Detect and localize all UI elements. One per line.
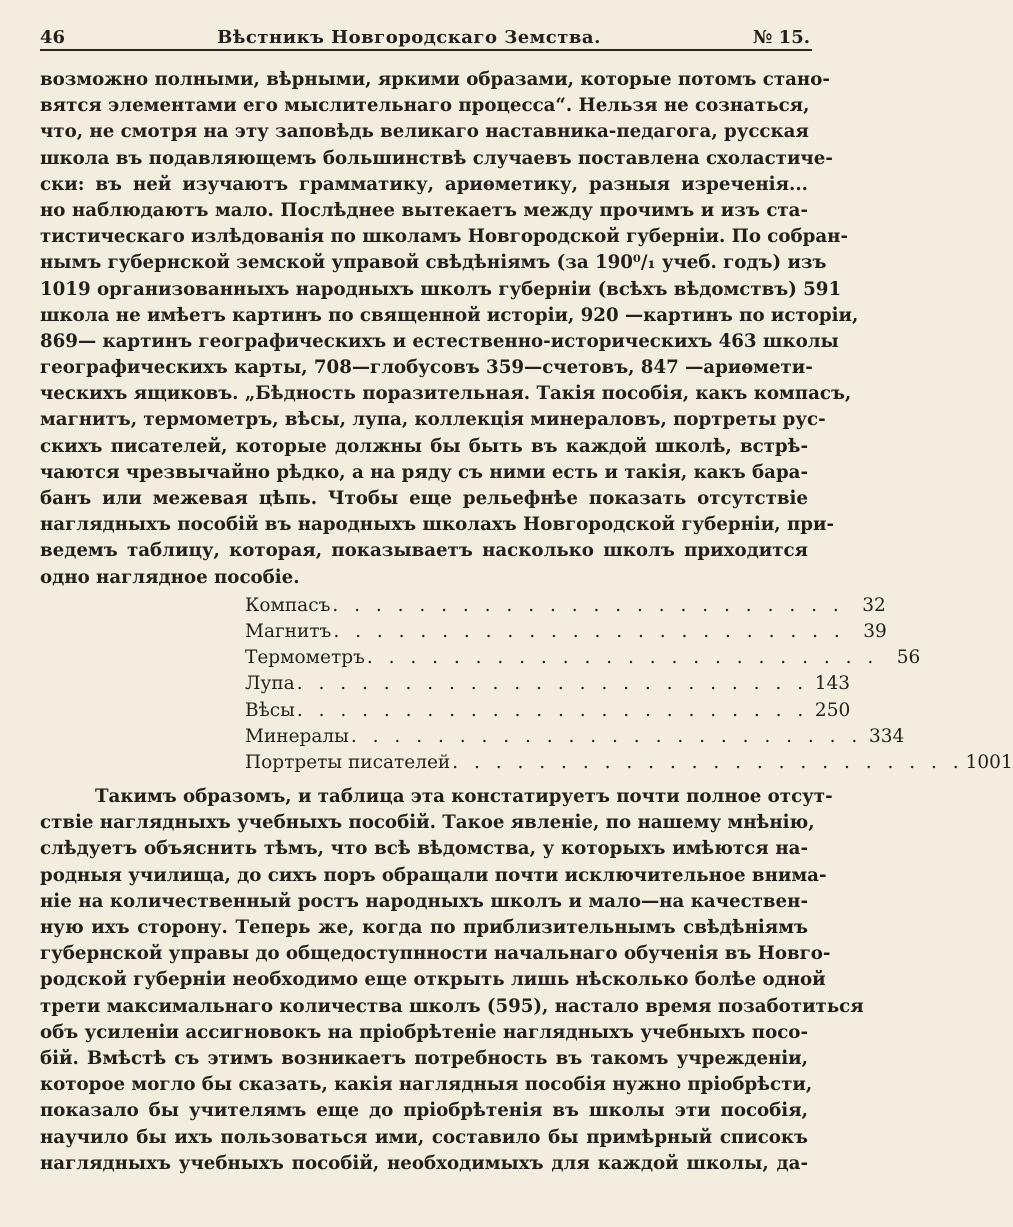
issue-number: № 15. xyxy=(752,27,810,48)
text-line: показало бы учителямъ еще до пріобрѣтенія въ школы эти пособія, xyxy=(40,1100,808,1122)
aid-name: Термометръ xyxy=(245,647,365,669)
aid-value: 56 xyxy=(896,647,921,669)
table-row xyxy=(245,593,886,619)
text-line: что, не смотря на эту заповѣдь великаго наставника-педагога, русская xyxy=(40,121,809,143)
table-row xyxy=(245,645,921,671)
leader-dots: . . . . . . . . . . . . . . . . . . . . . . . . xyxy=(333,620,845,642)
aid-value: 1001 xyxy=(965,751,1013,773)
page-body xyxy=(40,67,1013,1177)
aid-value: 39 xyxy=(863,620,887,642)
text-line: тистическаго излѣдованія по школамъ Новгородской губерніи. По собран- xyxy=(40,226,849,248)
paragraph-2 xyxy=(40,784,864,1177)
aid-name: Минералы xyxy=(245,725,349,747)
text-line: наглядныхъ учебныхъ пособій, необходимыхъ для каждой школы, да- xyxy=(40,1152,808,1174)
aids-table xyxy=(245,591,1013,784)
text-line: Такимъ образомъ, и таблица эта констатируетъ почти полное отсут- xyxy=(95,786,833,808)
text-line: 1019 организованныхъ народныхъ школъ губерніи (всѣхъ вѣдомствъ) 591 xyxy=(40,278,842,300)
text-line: губернской управы до общедоступнности начальнаго обученія въ Новго- xyxy=(40,943,831,965)
text-line: но наблюдаютъ мало. Послѣднее вытекаетъ между прочимъ и изъ ста- xyxy=(40,199,808,221)
text-line: которое могло бы сказать, какія наглядныя пособія нужно пріобрѣсти, xyxy=(40,1074,813,1096)
aid-value: 334 xyxy=(868,725,905,747)
text-line: ствіе наглядныхъ учебныхъ пособій. Такое явленіе, по нашему мнѣнію, xyxy=(40,812,815,834)
text-line: родской губерніи необходимо еще открыть лишь нѣсколько болѣе одной xyxy=(40,969,826,991)
text-line: скихъ писателей, которые должны бы быть въ каждой школѣ, встрѣ- xyxy=(40,435,808,457)
page-number: 46 xyxy=(40,27,66,48)
table-row xyxy=(245,671,851,697)
leader-dots: . . . . . . . . . . . . . . . . . . . . . . . . xyxy=(350,725,863,747)
text-line: чаются чрезвычайно рѣдко, а на ряду съ ними есть и такія, какъ бара- xyxy=(40,461,808,483)
aid-name: Вѣсы xyxy=(245,699,295,721)
text-line: одно наглядное пособіе. xyxy=(40,566,300,588)
table-row xyxy=(245,698,851,724)
table-row xyxy=(245,750,1013,776)
leader-dots: . . . . . . . . . . . . . . . . . . . . . . . . xyxy=(296,673,809,695)
text-line: 869— картинъ географическихъ и естественно-историческихъ 463 школы xyxy=(40,330,839,352)
text-line: вятся элементами его мыслительнаго процесса“. Нельзя не сознаться, xyxy=(40,95,810,117)
leader-dots: . . . . . . . . . . . . . . . . . . . . . . . . xyxy=(452,751,964,773)
aid-name: Компасъ xyxy=(245,594,331,616)
text-line: магнитъ, термометръ, вѣсы, лупа, коллекція минераловъ, портреты рус- xyxy=(40,409,826,431)
text-line: нымъ губернской земской управой свѣдѣніямъ (за 190⁰/₁ учеб. годъ) изъ xyxy=(40,252,827,274)
text-line: школа не имѣетъ картинъ по священной исторіи, 920 —картинъ по исторіи, xyxy=(40,304,859,326)
text-line: ски: въ ней изучаютъ грамматику, ариѳметику, разныя изреченія... xyxy=(40,173,808,195)
leader-dots: . . . . . . . . . . . . . . . . . . . . . . . . xyxy=(296,699,809,721)
leader-dots: . . . . . . . . . . . . . . . . . . . . . . . . xyxy=(332,594,844,616)
header-rule xyxy=(40,49,812,51)
text-line: ніе на количественный ростъ народныхъ школъ и мало—на качествен- xyxy=(40,890,808,912)
text-line: слѣдуетъ объяснить тѣмъ, что всѣ вѣдомства, у которыхъ имѣются на- xyxy=(40,838,808,860)
paragraph-1 xyxy=(40,67,859,591)
text-line: возможно полными, вѣрными, яркими образами, которые потомъ стано- xyxy=(40,69,830,90)
aid-value: 250 xyxy=(814,699,851,721)
aid-value: 143 xyxy=(814,673,851,695)
table-row xyxy=(245,619,887,645)
text-line: ную ихъ сторону. Теперь же, когда по приблизительнымъ свѣдѣніямъ xyxy=(40,917,808,938)
text-line: школа въ подавляющемъ большинствѣ случаевъ поставлена схоластиче- xyxy=(40,147,833,169)
text-line: ческихъ ящиковъ. „Бѣдность поразительная. Такія пособія, какъ компасъ, xyxy=(40,383,852,405)
text-line: бій. Вмѣстѣ съ этимъ возникаетъ потребность въ такомъ учрежденіи, xyxy=(40,1047,808,1069)
text-line: родныя училища, до сихъ поръ обращали почти исключительное внима- xyxy=(40,864,827,886)
text-line: географическихъ карты, 708—глобусовъ 359—счетовъ, 847 —ариѳмети- xyxy=(40,357,813,379)
text-line: трети максимальнаго количества школъ (595), настало время позаботиться xyxy=(40,995,864,1017)
page-header xyxy=(40,18,810,48)
aid-name: Портреты писателей xyxy=(245,751,451,773)
journal-title: Вѣстникъ Новгородскаго Земства. xyxy=(217,27,601,48)
table-row xyxy=(245,724,905,750)
text-line: ведемъ таблицу, которая, показываетъ насколько школъ приходится xyxy=(40,540,808,562)
text-line: объ усиленіи ассигновокъ на пріобрѣтеніе наглядныхъ учебныхъ посо- xyxy=(40,1021,808,1043)
aid-value: 32 xyxy=(862,594,886,616)
text-line: научило бы ихъ пользоваться ими, составило бы примѣрный списокъ xyxy=(40,1126,808,1148)
aid-name: Лупа xyxy=(245,673,295,695)
text-line: банъ или межевая цѣпь. Чтобы еще рельефнѣе показать отсутствіе xyxy=(40,488,808,509)
text-line: наглядныхъ пособій въ народныхъ школахъ Новгородской губерніи, при- xyxy=(40,514,835,536)
aid-name: Магнитъ xyxy=(245,620,332,642)
leader-dots: . . . . . . . . . . . . . . . . . . . . . . . . xyxy=(366,647,879,669)
